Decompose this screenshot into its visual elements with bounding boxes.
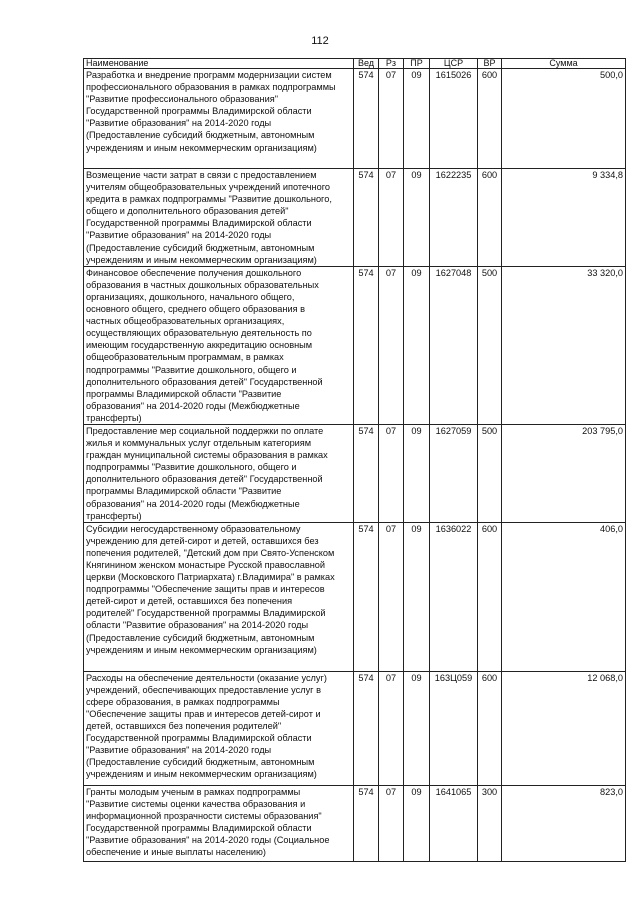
row-pr: 09 <box>404 671 430 785</box>
header-rz: Рз <box>379 59 404 69</box>
row-pr: 09 <box>404 169 430 267</box>
row-csr: 1615026 <box>430 69 478 169</box>
row-rz: 07 <box>379 785 404 861</box>
row-ved: 574 <box>354 671 379 785</box>
row-vr: 600 <box>478 522 502 671</box>
row-csr: 1627048 <box>430 266 478 424</box>
row-name: Гранты молодым ученым в рамках подпрограммы "Развитие системы оценки качества образования и информационной прозрачности системы образования" Государственной программы Владимирской области "Развитие образования" на 2014-2020 годы (Социальное обеспечение и иные выплаты населению) <box>84 785 354 861</box>
row-pr: 09 <box>404 69 430 169</box>
header-pr: ПР <box>404 59 430 69</box>
table-row <box>84 522 626 671</box>
row-vr: 600 <box>478 169 502 267</box>
row-vr: 500 <box>478 266 502 424</box>
row-vr: 500 <box>478 424 502 522</box>
page-number: 112 <box>311 35 329 47</box>
table-row <box>84 671 626 785</box>
row-pr: 09 <box>404 785 430 861</box>
row-pr: 09 <box>404 266 430 424</box>
row-rz: 07 <box>379 69 404 169</box>
row-csr: 1622235 <box>430 169 478 267</box>
row-name: Субсидии негосударственному образовательному учреждению для детей-сирот и детей, оставшихся без попечения родителей, "Детский дом при Свято-Успенском Княгинином женском монастыре Русской православной церкви (Московского Патриархата) г.Владимира" в рамках подпрограммы "Обеспечение защиты прав и интересов детей-сирот и детей, оставшихся без попечения родителей" Государственной программы Владимирской области "Развитие образования" на 2014-2020 годы (Предоставление субсидий бюджетным, автономным учреждениям и иным некоммерческим организациям) <box>84 522 354 671</box>
row-sum: 823,0 <box>502 785 626 861</box>
row-name: Предоставление мер социальной поддержки по оплате жилья и коммунальных услуг отдельным категориям граждан муниципальной системы образования в рамках подпрограммы "Развитие дошкольного, общего и дополнительного образования детей" Государственной программы Владимирской области "Развитие образования" на 2014-2020 годы (Межбюджетные трансферты) <box>84 424 354 522</box>
row-ved: 574 <box>354 69 379 169</box>
header-csr: ЦСР <box>430 59 478 69</box>
row-vr: 300 <box>478 785 502 861</box>
row-sum: 12 068,0 <box>502 671 626 785</box>
table-row <box>84 424 626 522</box>
row-sum: 500,0 <box>502 69 626 169</box>
row-pr: 09 <box>404 424 430 522</box>
row-rz: 07 <box>379 671 404 785</box>
table-header <box>84 59 626 69</box>
row-rz: 07 <box>379 522 404 671</box>
row-vr: 600 <box>478 69 502 169</box>
row-name: Возмещение части затрат в связи с предоставлением учителям общеобразовательных учреждений ипотечного кредита в рамках подпрограммы "Развитие дошкольного, общего и дополнительного образования детей" Государственной программы Владимирской области "Развитие образования" на 2014-2020 годы (Предоставление субсидий бюджетным, автономным учреждениям и иным некоммерческим организациям) <box>84 169 354 267</box>
row-rz: 07 <box>379 169 404 267</box>
header-name: Наименование <box>84 59 354 69</box>
header-sum: Сумма <box>502 59 626 69</box>
row-ved: 574 <box>354 785 379 861</box>
row-csr: 1627059 <box>430 424 478 522</box>
row-pr: 09 <box>404 522 430 671</box>
row-name: Финансовое обеспечение получения дошкольного образования в частных дошкольных образовательных организациях, дошкольного, начального общего, основного общего, среднего общего образования в частных общеобразовательных организациях, осуществляющих образовательную деятельность по имеющим государственную аккредитацию основным общеобразовательным программам, в рамках подпрограммы "Развитие дошкольного, общего и дополнительного образования детей" Государственной программы Владимирской области "Развитие образования" на 2014-2020 годы (Межбюджетные трансферты) <box>84 266 354 424</box>
row-sum: 203 795,0 <box>502 424 626 522</box>
table-row <box>84 69 626 169</box>
row-name: Расходы на обеспечение деятельности (оказание услуг) учреждений, обеспечивающих предоставление услуг в сфере образования, в рамках подпрограммы "Обеспечение защиты прав и интересов детей-сирот и детей, оставшихся без попечения родителей" Государственной программы Владимирской области "Развитие образования" на 2014-2020 годы (Предоставление субсидий бюджетным, автономным учреждениям и иным некоммерческим организациям) <box>84 671 354 785</box>
row-ved: 574 <box>354 522 379 671</box>
row-rz: 07 <box>379 424 404 522</box>
row-ved: 574 <box>354 169 379 267</box>
row-rz: 07 <box>379 266 404 424</box>
table-row <box>84 169 626 267</box>
table-row <box>84 785 626 861</box>
row-csr: 1641065 <box>430 785 478 861</box>
row-sum: 33 320,0 <box>502 266 626 424</box>
row-csr: 1636022 <box>430 522 478 671</box>
row-sum: 9 334,8 <box>502 169 626 267</box>
row-ved: 574 <box>354 266 379 424</box>
header-ved: Вед <box>354 59 379 69</box>
row-sum: 406,0 <box>502 522 626 671</box>
row-name: Разработка и внедрение программ модернизации систем профессионального образования в рамках подпрограммы "Развитие профессионального образования" Государственной программы Владимирской области "Развитие образования" на 2014-2020 годы (Предоставление субсидий бюджетным, автономным учреждениям и иным некоммерческим организациям) <box>84 69 354 169</box>
row-ved: 574 <box>354 424 379 522</box>
row-vr: 600 <box>478 671 502 785</box>
budget-table <box>83 58 626 862</box>
table-row <box>84 266 626 424</box>
row-csr: 163Ц059 <box>430 671 478 785</box>
header-vr: ВР <box>478 59 502 69</box>
